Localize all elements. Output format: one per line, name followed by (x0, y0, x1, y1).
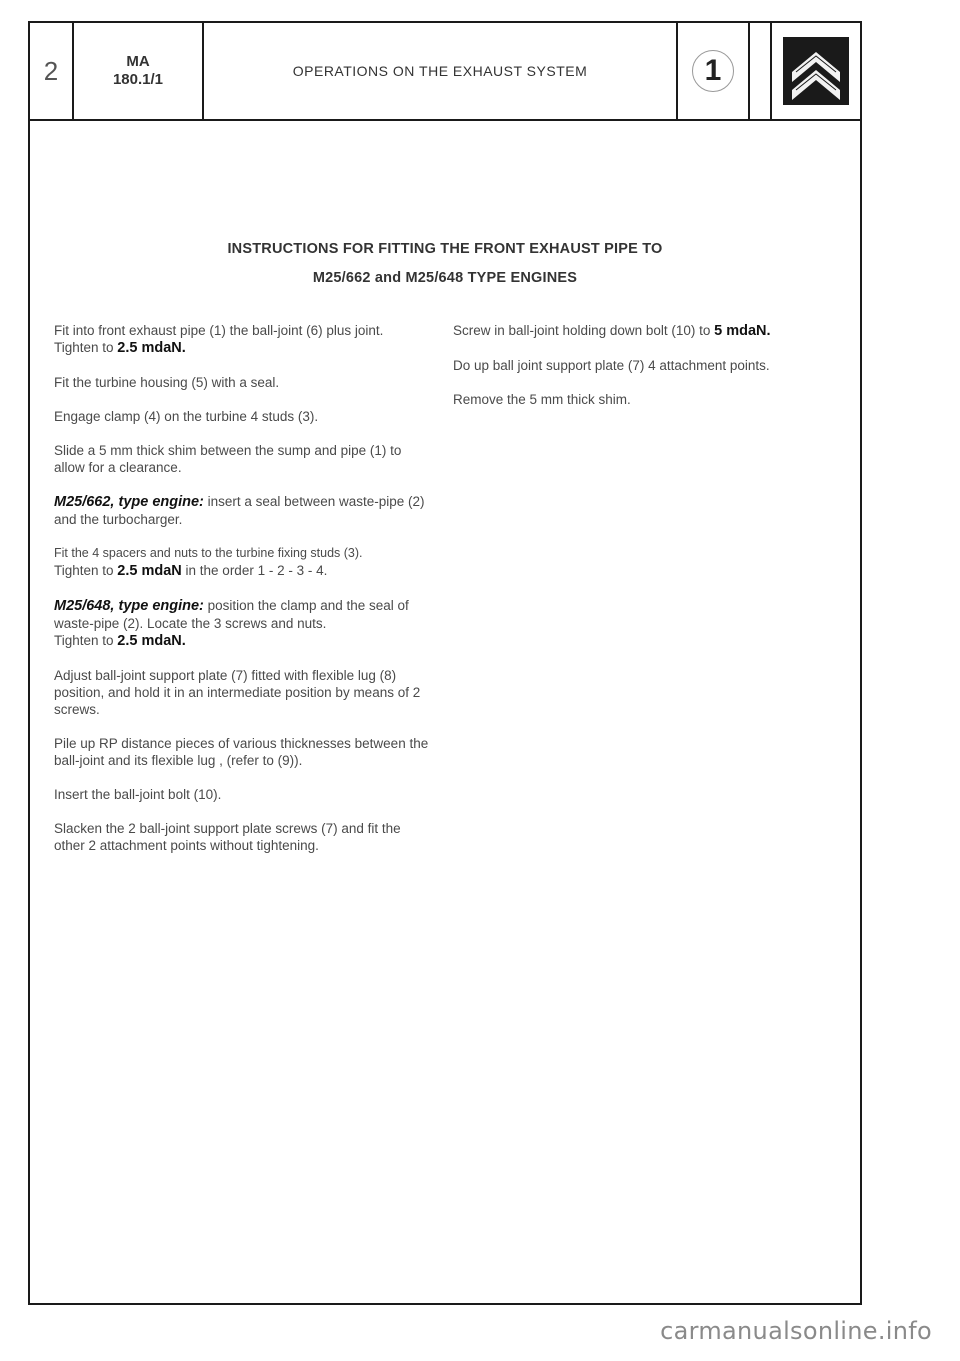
instruction-support-plate: Adjust ball-joint support plate (7) fitted with flexible lug (8) position, and hold it in an intermediate position by means of 2 screws. (54, 668, 421, 717)
right-column (453, 322, 853, 425)
instruction-fit-ball-joint: Fit into front exhaust pipe (1) the ball-joint (6) plus joint. (54, 323, 384, 338)
citroen-double-chevron-icon (783, 37, 849, 105)
reference-block (74, 23, 204, 119)
torque-prefix: Tighten to (54, 563, 118, 578)
torque-value: 2.5 mdaN (117, 563, 182, 579)
header-divider (750, 23, 772, 119)
torque-prefix: Tighten to (54, 633, 118, 648)
document-title-line2: M25/662 and M25/648 TYPE ENGINES (312, 270, 578, 286)
instruction-remove-shim: Remove the 5 mm thick shim. (453, 392, 631, 407)
instruction-clamp: Engage clamp (4) on the turbine 4 studs (3). (54, 409, 319, 424)
document-title (30, 235, 860, 293)
torque-order-text: in the order 1 - 2 - 3 - 4. (181, 563, 328, 578)
instruction-support-plate-points: Do up ball joint support plate (7) 4 attachment points. (453, 358, 770, 373)
engine-type-text: insert a seal between waste-pipe (2) and the turbocharger. (54, 494, 425, 527)
instruction-m25-662 (54, 493, 430, 528)
instruction-torque-1 (54, 339, 430, 357)
instruction-shim: Slide a 5 mm thick shim between the sump and pipe (1) to allow for a clearance. (54, 443, 402, 475)
instruction-slacken-screws: Slacken the 2 ball-joint support plate screws (7) and fit the other 2 attachment points without tightening. (54, 821, 401, 853)
section-badge-number: 1 (692, 50, 734, 92)
watermark-text: carmanualsonline.info (660, 1317, 932, 1345)
instruction-turbine-housing: Fit the turbine housing (5) with a seal. (54, 375, 280, 390)
page-number: 2 (30, 23, 74, 119)
instruction-m25-648 (54, 597, 430, 632)
torque-prefix: Tighten to (54, 340, 118, 355)
torque-value: 2.5 mdaN. (117, 633, 186, 649)
torque-value: 2.5 mdaN. (117, 340, 186, 356)
instruction-screw-bolt (453, 322, 853, 340)
instruction-spacers: Fit the 4 spacers and nuts to the turbine fixing studs (3). (54, 546, 363, 560)
bolt-text: Screw in ball-joint holding down bolt (10) to (453, 323, 715, 338)
instruction-insert-bolt: Insert the ball-joint bolt (10). (54, 787, 222, 802)
torque-value: 5 mdaN. (714, 323, 771, 339)
engine-type-label: M25/648, type engine: (54, 598, 204, 614)
header-bar (30, 23, 860, 121)
instruction-distance-pieces: Pile up RP distance pieces of various thicknesses between the ball-joint and its flexible lug , (refer to (9)). (54, 736, 429, 768)
instruction-torque-order (54, 562, 430, 580)
left-column (54, 322, 430, 871)
logo-cell (772, 23, 860, 119)
engine-type-text: position the clamp and the seal of waste-pipe (2). Locate the 3 screws and nuts. (54, 598, 409, 631)
section-badge (678, 23, 750, 119)
engine-type-label: M25/662, type engine: (54, 494, 204, 510)
instruction-torque-3 (54, 632, 430, 650)
reference-code: MA (126, 53, 150, 70)
reference-number: 180.1/1 (112, 71, 164, 88)
section-title: OPERATIONS ON THE EXHAUST SYSTEM (204, 23, 678, 119)
document-title-line1: INSTRUCTIONS FOR FITTING THE FRONT EXHAUST PIPE TO (227, 241, 663, 257)
